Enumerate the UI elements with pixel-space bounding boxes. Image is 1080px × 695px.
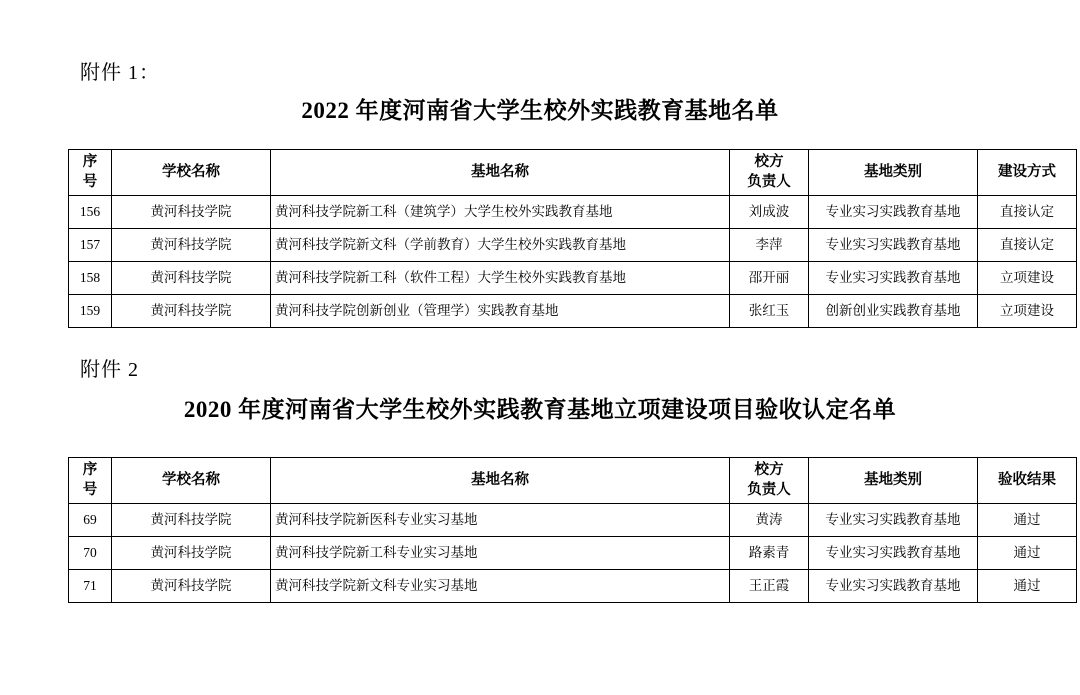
section-2-title: 2020 年度河南省大学生校外实践教育基地立项建设项目验收认定名单 bbox=[183, 397, 897, 422]
cell-person: 黄涛 bbox=[730, 504, 809, 537]
column-header-person bbox=[730, 150, 809, 196]
cell-type: 专业实习实践教育基地 bbox=[809, 196, 978, 229]
table-2020-acceptance-list bbox=[68, 457, 1077, 603]
cell-base: 黄河科技学院新医科专业实习基地 bbox=[271, 504, 730, 537]
column-header-type: 基地类别 bbox=[809, 150, 978, 196]
header-text-person-line2: 负责人 bbox=[747, 173, 791, 190]
cell-base: 黄河科技学院新文科（学前教育）大学生校外实践教育基地 bbox=[271, 229, 730, 262]
column-header-result: 验收结果 bbox=[978, 458, 1077, 504]
attachment-2-label: 附件 2 bbox=[80, 359, 139, 381]
header-text-person-line1: 校方 bbox=[754, 154, 784, 170]
cell-result: 通过 bbox=[978, 504, 1077, 537]
cell-person: 邵开丽 bbox=[730, 262, 809, 295]
cell-base: 黄河科技学院新工科专业实习基地 bbox=[271, 537, 730, 570]
cell-school: 黄河科技学院 bbox=[112, 262, 271, 295]
cell-school: 黄河科技学院 bbox=[112, 229, 271, 262]
table-header-row bbox=[69, 458, 1077, 504]
cell-result: 通过 bbox=[978, 537, 1077, 570]
cell-index: 156 bbox=[69, 196, 112, 229]
table-row bbox=[69, 537, 1077, 570]
cell-base: 黄河科技学院新工科（软件工程）大学生校外实践教育基地 bbox=[271, 262, 730, 295]
cell-index: 70 bbox=[69, 537, 112, 570]
cell-school: 黄河科技学院 bbox=[112, 537, 271, 570]
header-text-index-line1: 序 bbox=[82, 462, 98, 478]
cell-type: 专业实习实践教育基地 bbox=[809, 570, 978, 603]
table-row bbox=[69, 196, 1077, 229]
table-header-row bbox=[69, 150, 1077, 196]
table-row bbox=[69, 262, 1077, 295]
table-2022-list bbox=[68, 149, 1077, 328]
cell-index: 159 bbox=[69, 295, 112, 328]
cell-person: 刘成波 bbox=[730, 196, 809, 229]
column-header-person bbox=[730, 458, 809, 504]
cell-type: 创新创业实践教育基地 bbox=[809, 295, 978, 328]
header-text-person-line1: 校方 bbox=[754, 462, 784, 478]
cell-index: 69 bbox=[69, 504, 112, 537]
header-text-person-line2: 负责人 bbox=[747, 481, 791, 498]
cell-build-method: 直接认定 bbox=[978, 229, 1077, 262]
cell-person: 王正霞 bbox=[730, 570, 809, 603]
cell-school: 黄河科技学院 bbox=[112, 196, 271, 229]
column-header-school: 学校名称 bbox=[112, 458, 271, 504]
cell-index: 158 bbox=[69, 262, 112, 295]
cell-person: 张红玉 bbox=[730, 295, 809, 328]
column-header-base: 基地名称 bbox=[271, 150, 730, 196]
cell-base: 黄河科技学院创新创业（管理学）实践教育基地 bbox=[271, 295, 730, 328]
cell-base: 黄河科技学院新文科专业实习基地 bbox=[271, 570, 730, 603]
cell-build-method: 立项建设 bbox=[978, 262, 1077, 295]
header-text-index-line2: 号 bbox=[82, 481, 98, 498]
cell-school: 黄河科技学院 bbox=[112, 295, 271, 328]
table-row bbox=[69, 570, 1077, 603]
cell-school: 黄河科技学院 bbox=[112, 504, 271, 537]
column-header-base: 基地名称 bbox=[271, 458, 730, 504]
cell-type: 专业实习实践教育基地 bbox=[809, 504, 978, 537]
table-row bbox=[69, 229, 1077, 262]
table-row bbox=[69, 504, 1077, 537]
column-header-school: 学校名称 bbox=[112, 150, 271, 196]
cell-build-method: 直接认定 bbox=[978, 196, 1077, 229]
table-row bbox=[69, 295, 1077, 328]
attachment-1-label: 附件 1： bbox=[80, 62, 160, 84]
cell-person: 李萍 bbox=[730, 229, 809, 262]
cell-result: 通过 bbox=[978, 570, 1077, 603]
cell-type: 专业实习实践教育基地 bbox=[809, 537, 978, 570]
column-header-index bbox=[69, 150, 112, 196]
cell-school: 黄河科技学院 bbox=[112, 570, 271, 603]
cell-type: 专业实习实践教育基地 bbox=[809, 262, 978, 295]
column-header-index bbox=[69, 458, 112, 504]
column-header-build-method: 建设方式 bbox=[978, 150, 1077, 196]
cell-build-method: 立项建设 bbox=[978, 295, 1077, 328]
header-text-index-line2: 号 bbox=[82, 173, 98, 190]
cell-base: 黄河科技学院新工科（建筑学）大学生校外实践教育基地 bbox=[271, 196, 730, 229]
cell-type: 专业实习实践教育基地 bbox=[809, 229, 978, 262]
header-text-index-line1: 序 bbox=[82, 154, 98, 170]
column-header-type: 基地类别 bbox=[809, 458, 978, 504]
cell-person: 路素青 bbox=[730, 537, 809, 570]
cell-index: 157 bbox=[69, 229, 112, 262]
section-1-title: 2022 年度河南省大学生校外实践教育基地名单 bbox=[301, 98, 779, 123]
cell-index: 71 bbox=[69, 570, 112, 603]
